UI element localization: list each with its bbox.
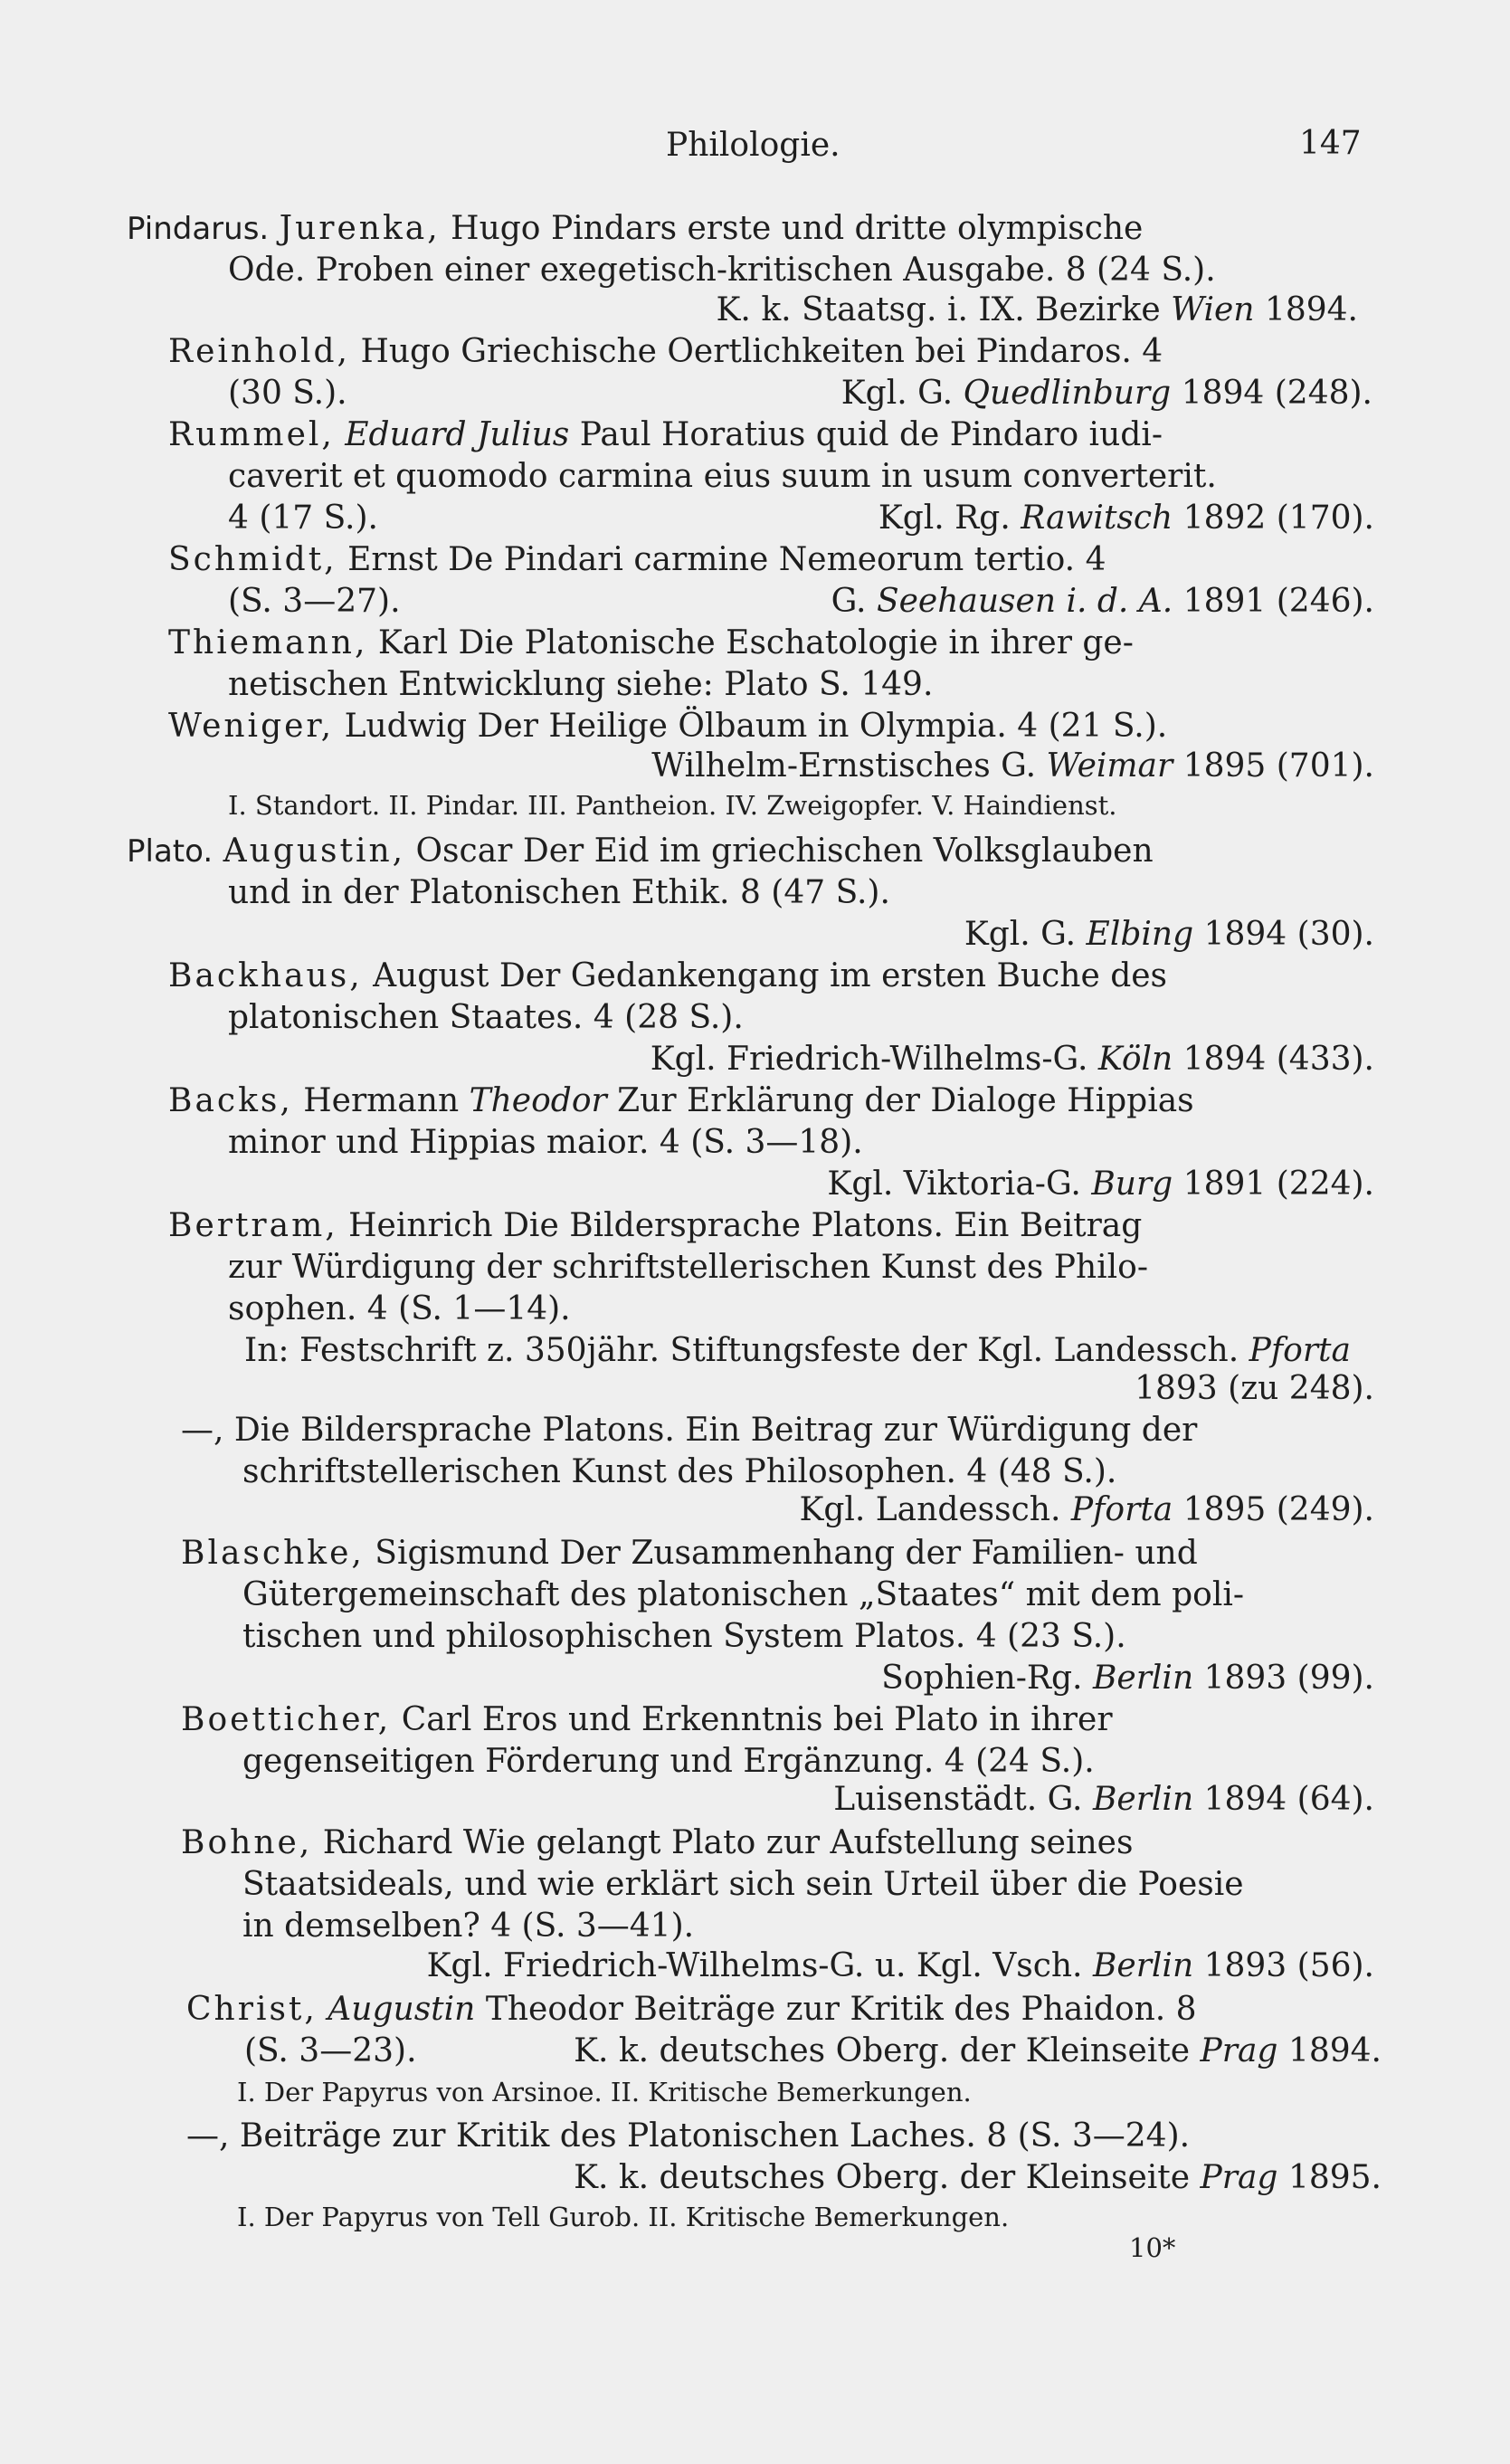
- entry-school: Luisenstädt. G. Berlin 1894 (64).: [833, 1781, 1374, 1818]
- entry-school: Kgl. G. Quedlinburg 1894 (248).: [840, 375, 1372, 412]
- entry-continuation: tischen und philosophischen System Platos. 4 (23 S.).: [242, 1618, 1126, 1655]
- entry-backs: Backs, Hermann Theodor Zur Erklärung der Dialoge Hippias: [168, 1082, 1194, 1119]
- entry-note: I. Der Papyrus von Tell Gurob. II. Kritische Bemerkungen.: [237, 2202, 1010, 2232]
- entry-continuation: Staatsideals, und wie erklärt sich sein Urteil über die Poesie: [242, 1866, 1244, 1903]
- entry-continuation: Ode. Proben einer exegetisch-kritischen Ausgabe. 8 (24 S.).: [228, 252, 1216, 289]
- entry-school: K. k. Staatsg. i. IX. Bezirke Wien 1894.: [716, 291, 1358, 328]
- entry-note: I. Der Papyrus von Arsinoe. II. Kritische Bemerkungen.: [237, 2077, 972, 2107]
- entry-continuation: platonischen Staates. 4 (28 S.).: [228, 999, 744, 1036]
- entry-continuation: in demselben? 4 (S. 3—41).: [242, 1907, 695, 1945]
- entry-school: Kgl. Rg. Rawitsch 1892 (170).: [878, 499, 1374, 537]
- entry-weniger: Weniger, Ludwig Der Heilige Ölbaum in Olympia. 4 (21 S.).: [168, 708, 1168, 745]
- entry-note: I. Standort. II. Pindar. III. Pantheion. IV. Zweigopfer. V. Haindienst.: [228, 790, 1117, 821]
- section-heading: Plato.: [127, 833, 214, 870]
- entry-continuation: (30 S.).: [228, 375, 347, 412]
- entry-school: Kgl. Viktoria-G. Burg 1891 (224).: [827, 1165, 1374, 1203]
- section-heading: Pindarus.: [127, 211, 270, 247]
- entry-school: Kgl. Landessch. Pforta 1895 (249).: [799, 1491, 1374, 1528]
- entry-school: Kgl. G. Elbing 1894 (30).: [964, 916, 1374, 953]
- entry-continuation: Gütergemeinschaft des platonischen „Staates“ mit dem poli-: [242, 1576, 1245, 1613]
- entry-beitraege-laches: —, Beiträge zur Kritik des Platonischen Laches. 8 (S. 3—24).: [186, 2117, 1191, 2155]
- entry-bertram: Bertram, Heinrich Die Bildersprache Platons. Ein Beitrag: [168, 1207, 1143, 1244]
- entry-continuation: gegenseitigen Förderung und Ergänzung. 4 (24 S.).: [242, 1743, 1095, 1780]
- entry-thiemann: Thiemann, Karl Die Platonische Eschatologie in ihrer ge-: [168, 624, 1134, 661]
- entry-continuation: zur Würdigung der schriftstellerischen Kunst des Philo-: [228, 1249, 1148, 1286]
- entry-school: Kgl. Friedrich-Wilhelms-G. u. Kgl. Vsch. Berlin 1893 (56).: [426, 1947, 1374, 1984]
- entry-boetticher: Boetticher, Carl Eros und Erkenntnis bei Plato in ihrer: [181, 1701, 1113, 1738]
- entry-jurenka: Pindarus. Jurenka, Hugo Pindars erste und dritte olympische: [127, 210, 1144, 247]
- entry-in-line: In: Festschrift z. 350jähr. Stiftungsfeste der Kgl. Landessch. Pforta: [244, 1332, 1351, 1369]
- entry-continuation: und in der Platonischen Ethik. 8 (47 S.).: [228, 874, 890, 911]
- entry-bohne: Bohne, Richard Wie gelangt Plato zur Aufstellung seines: [181, 1824, 1134, 1861]
- entry-continuation: (S. 3—27).: [228, 583, 401, 620]
- entry-rummel: Rummel, Eduard Julius Paul Horatius quid de Pindaro iudi-: [168, 416, 1163, 453]
- entry-continuation: 4 (17 S.).: [228, 499, 378, 537]
- entry-school: Kgl. Friedrich-Wilhelms-G. Köln 1894 (433).: [650, 1041, 1374, 1078]
- entry-augustin: Plato. Augustin, Oscar Der Eid im griechischen Volksglauben: [127, 832, 1154, 870]
- signature-mark: 10*: [1129, 2232, 1176, 2263]
- entry-school: Sophien-Rg. Berlin 1893 (99).: [881, 1660, 1374, 1697]
- entry-school: K. k. deutsches Oberg. der Kleinseite Prag 1895.: [574, 2159, 1382, 2196]
- entry-school: Wilhelm-Ernstisches G. Weimar 1895 (701).: [651, 747, 1374, 785]
- entry-christ: Christ, Augustin Theodor Beiträge zur Kritik des Phaidon. 8: [186, 1991, 1197, 2028]
- entry-blaschke: Blaschke, Sigismund Der Zusammenhang der Familien- und: [181, 1535, 1198, 1572]
- entry-reinhold: Reinhold, Hugo Griechische Oertlichkeiten bei Pindaros. 4: [168, 333, 1163, 370]
- entry-backhaus: Backhaus, August Der Gedankengang im ersten Buche des: [168, 957, 1168, 994]
- entry-continuation: caverit et quomodo carmina eius suum in usum converterit.: [228, 458, 1217, 495]
- entry-continuation: (S. 3—23).: [244, 2032, 417, 2069]
- page-number: 147: [1299, 125, 1362, 162]
- entry-bildersprache-1895: —, Die Bildersprache Platons. Ein Beitrag zur Würdigung der: [181, 1412, 1198, 1449]
- entry-continuation: schriftstellerischen Kunst des Philosophen. 4 (48 S.).: [242, 1453, 1117, 1490]
- entry-continuation: sophen. 4 (S. 1—14).: [228, 1290, 571, 1327]
- entry-schmidt: Schmidt, Ernst De Pindari carmine Nemeorum tertio. 4: [168, 541, 1106, 578]
- running-header: Philologie.: [666, 127, 840, 164]
- entry-school: G. Seehausen i. d. A. 1891 (246).: [831, 583, 1374, 620]
- entry-continuation: netischen Entwicklung siehe: Plato S. 149.: [228, 666, 934, 703]
- entry-school: K. k. deutsches Oberg. der Kleinseite Prag 1894.: [574, 2032, 1382, 2069]
- entry-continuation: minor und Hippias maior. 4 (S. 3—18).: [228, 1124, 863, 1161]
- entry-year: 1893 (zu 248).: [1135, 1370, 1374, 1407]
